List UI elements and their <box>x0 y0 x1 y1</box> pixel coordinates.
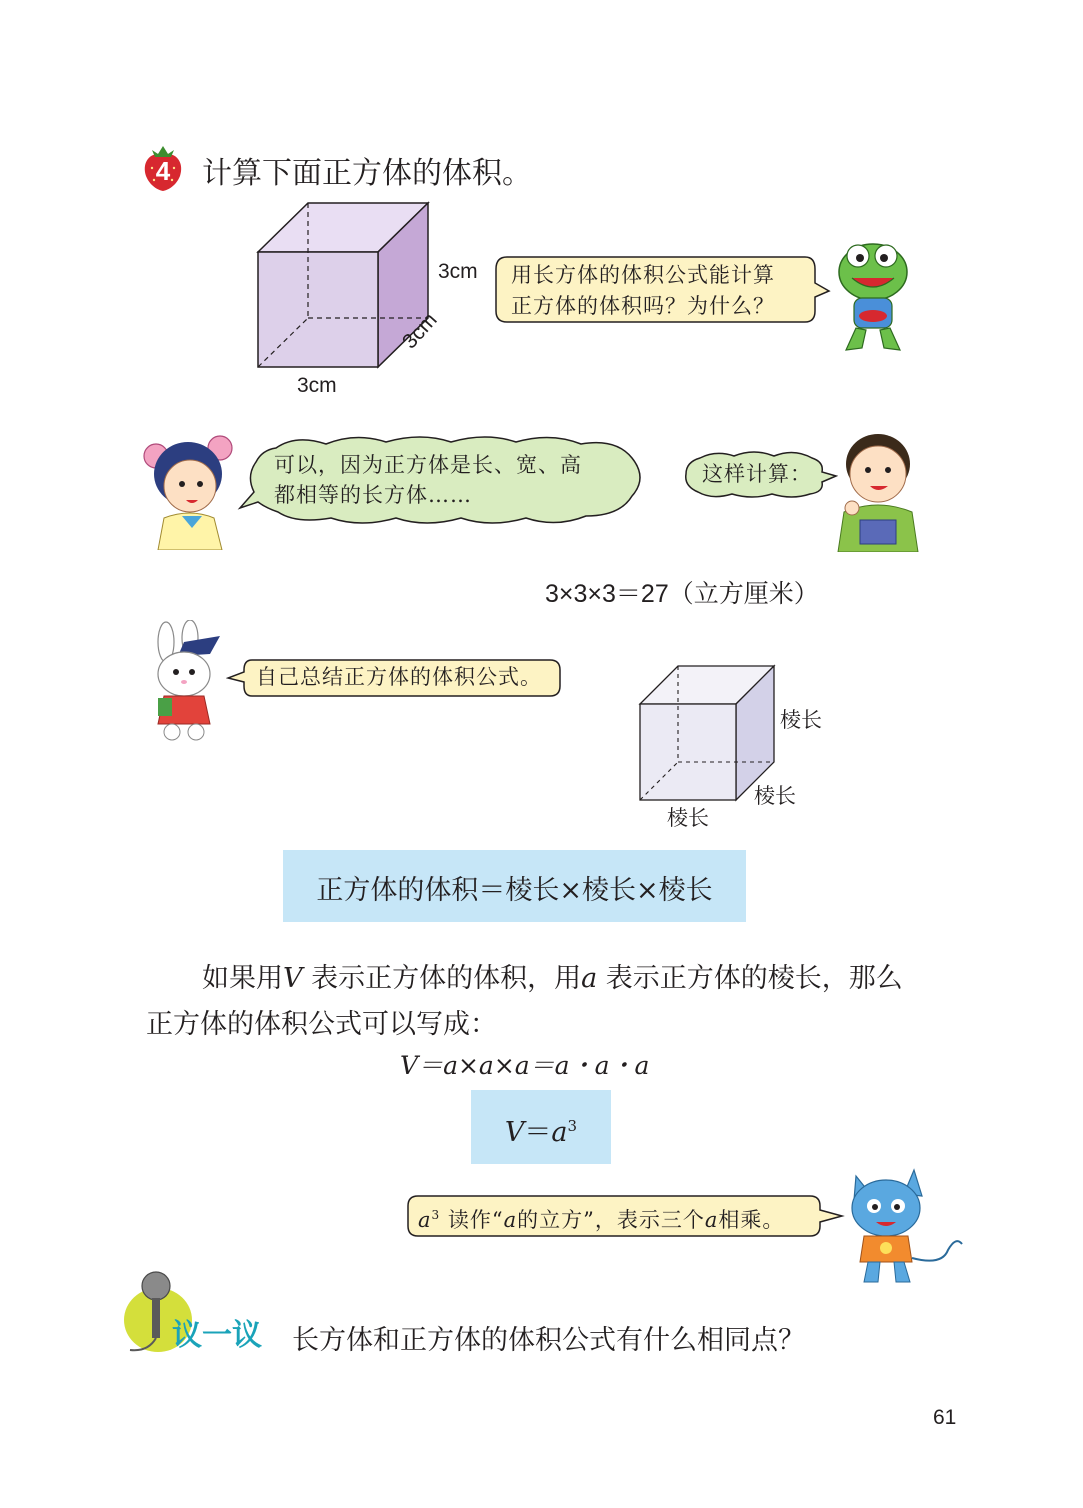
symbolic-formula-rest: ＝a×a×a＝a・a・a <box>418 1051 650 1080</box>
girl-character <box>142 428 242 550</box>
symbolic-formula <box>400 1046 649 1082</box>
page-number: 61 <box>933 1406 957 1429</box>
boy-speech-bubble <box>682 450 838 500</box>
example-number: 4 <box>155 156 171 186</box>
calculation-text: 3×3×3＝27（立方厘米） <box>545 580 819 608</box>
example-badge <box>140 140 186 192</box>
word-formula-box <box>283 850 746 922</box>
cube2-bottom-label: 棱长 <box>667 806 709 830</box>
boy-character <box>832 428 924 552</box>
microphone-icon <box>142 1272 170 1300</box>
paragraph-text-3: 表示正方体的棱长，那么 <box>597 963 903 994</box>
rabbit-character <box>144 620 228 742</box>
cube-height-label: 3cm <box>438 260 478 283</box>
discuss-badge-label: 议一议 <box>172 1318 262 1353</box>
boy-bubble-text: 这样计算： <box>702 462 812 486</box>
cat-bubble-exponent: 3 <box>431 1208 441 1222</box>
cat-bubble-a2: a <box>503 1208 518 1232</box>
final-formula-a: a <box>551 1117 568 1148</box>
paragraph-line1 <box>202 956 903 995</box>
cat-bubble-text-1: 读作“ <box>440 1208 504 1232</box>
word-formula-text: 正方体的体积＝棱长×棱长×棱长 <box>316 875 713 906</box>
example-title: 计算下面正方体的体积。 <box>202 156 532 191</box>
cat-bubble-text-3: 相乘。 <box>718 1208 785 1232</box>
rabbit-bubble-text: 自己总结正方体的体积公式。 <box>256 665 542 689</box>
variable-v: V <box>283 963 303 994</box>
discuss-question: 长方体和正方体的体积公式有什么相同点？ <box>292 1325 805 1356</box>
frog-speech-bubble <box>493 255 833 325</box>
girl-bubble-line1: 可以，因为正方体是长、宽、高 <box>274 453 582 477</box>
final-formula-box <box>471 1090 611 1164</box>
cat-speech-bubble <box>406 1194 846 1238</box>
cube-depth-label: 3cm <box>398 308 442 354</box>
cat-character <box>842 1166 964 1288</box>
final-formula-eq: ＝ <box>524 1117 552 1148</box>
final-formula-exponent: 3 <box>567 1117 578 1135</box>
frog-character <box>832 236 914 354</box>
girl-speech-bubble <box>236 436 648 526</box>
discuss-badge <box>118 1264 278 1358</box>
paragraph-text-2: 表示正方体的体积，用 <box>302 963 582 994</box>
cube-width-label: 3cm <box>297 374 337 397</box>
frog-bubble-line2: 正方体的体积吗？为什么？ <box>511 294 775 318</box>
cube2-depth-label: 棱长 <box>754 784 796 808</box>
rabbit-speech-bubble <box>226 658 562 698</box>
cat-bubble-a3: a <box>704 1208 719 1232</box>
paragraph-text-1: 如果用 <box>202 963 283 994</box>
final-formula-v: V <box>504 1117 525 1148</box>
cube2-right-label: 棱长 <box>780 708 822 732</box>
paragraph-line2: 正方体的体积公式可以写成： <box>146 1009 497 1040</box>
girl-bubble-line2: 都相等的长方体…… <box>274 483 472 507</box>
cat-bubble-text-2: 的立方”，表示三个 <box>517 1208 705 1232</box>
variable-a: a <box>581 963 598 994</box>
cat-bubble-a: a <box>418 1208 432 1232</box>
frog-bubble-line1: 用长方体的体积公式能计算 <box>511 263 775 287</box>
cat-bubble-text <box>418 1200 784 1236</box>
symbolic-formula-v: V <box>400 1051 419 1080</box>
final-formula-text <box>471 1110 611 1149</box>
